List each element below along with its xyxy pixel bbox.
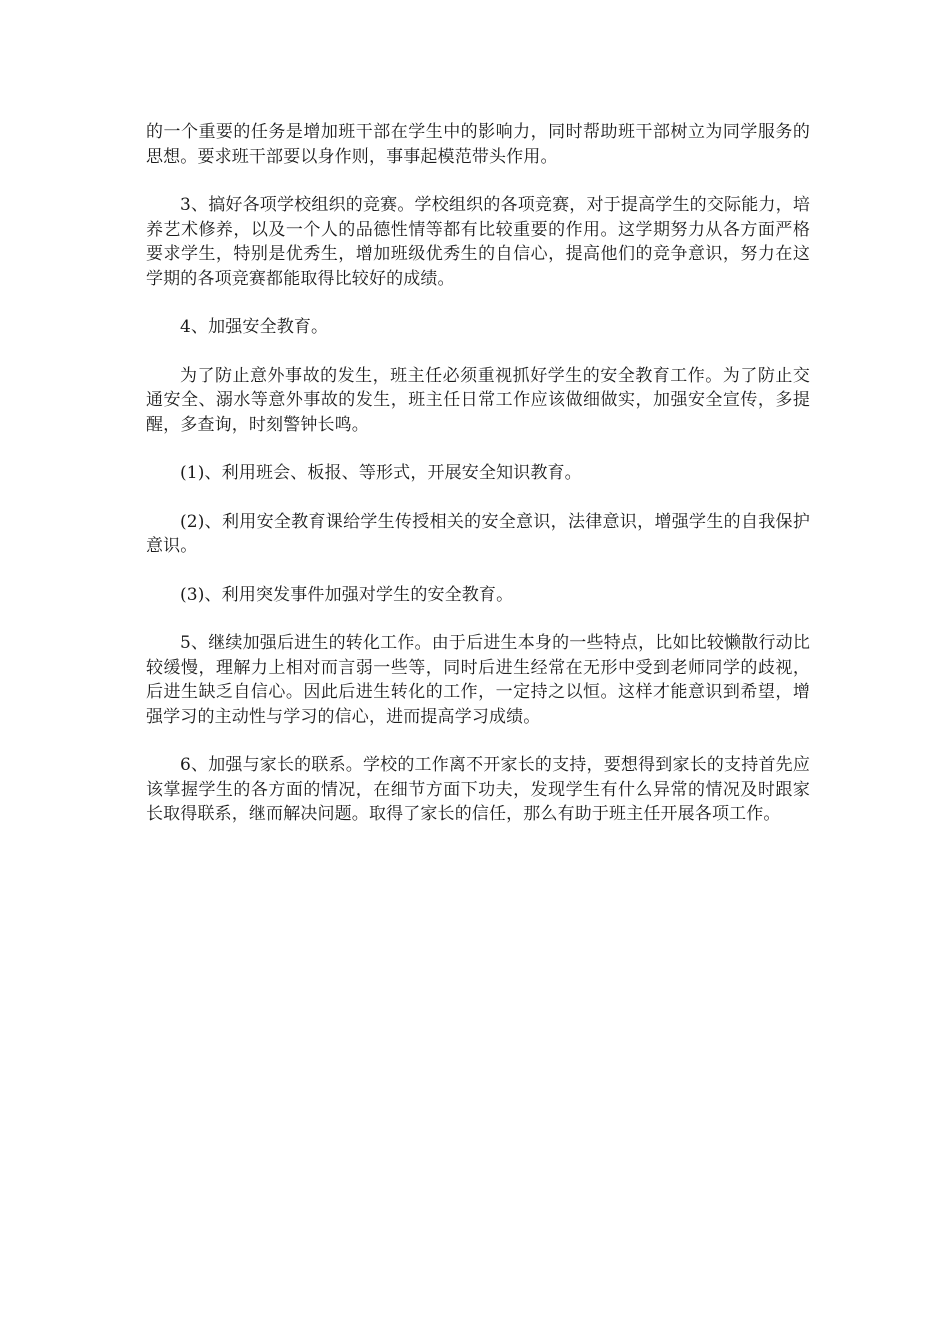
- paragraph-continuation: 的一个重要的任务是增加班干部在学生中的影响力，同时帮助班干部树立为同学服务的思想。要求班干部要以身作则，事事起模范带头作用。: [146, 122, 810, 167]
- paragraph-safety-item-3: (3)、利用突发事件加强对学生的安全教育。: [180, 584, 514, 605]
- paragraph-safety-item-1: (1)、利用班会、板报、等形式，开展安全知识教育。: [180, 463, 582, 483]
- paragraph-safety-intro: 为了防止意外事故的发生，班主任必须重视抓好学生的安全教育工作。为了防止交通安全、溺水等意外事故的发生，班主任日常工作应该做细做实，加强安全宣传，多提醒，多查询，时刻警钟长鸣。: [146, 365, 810, 435]
- document-body: [146, 120, 810, 851]
- paragraph-competitions: 3、搞好各项学校组织的竞赛。学校组织的各项竞赛，对于提高学生的交际能力，培养艺术修养，以及一个人的品德性情等都有比较重要的作用。这学期努力从各方面严格要求学生，特别是优秀生，增加班级优秀生的自信心，提高他们的竞争意识，努力在这学期的各项竞赛都能取得比较好的成绩。: [146, 195, 810, 289]
- paragraph-safety-heading: 4、加强安全教育。: [180, 317, 329, 337]
- paragraph-underachievers: 5、继续加强后进生的转化工作。由于后进生本身的一些特点，比如比较懒散行动比较缓慢，理解力上相对而言弱一些等，同时后进生经常在无形中受到老师同学的歧视，后进生缺乏自信心。因此后进生转化的工作，一定持之以恒。这样才能意识到希望，增强学习的主动性与学习的信心，进而提高学习成绩。: [146, 633, 810, 727]
- paragraph-safety-item-2: (2)、利用安全教育课给学生传授相关的安全意识，法律意识，增强学生的自我保护意识。: [146, 511, 810, 556]
- paragraph-parents: 6、加强与家长的联系。学校的工作离不开家长的支持，要想得到家长的支持首先应该掌握学生的各方面的情况，在细节方面下功夫，发现学生有什么异常的情况及时跟家长取得联系，继而解决问题。取得了家长的信任，那么有助于班主任开展各项工作。: [146, 755, 810, 824]
